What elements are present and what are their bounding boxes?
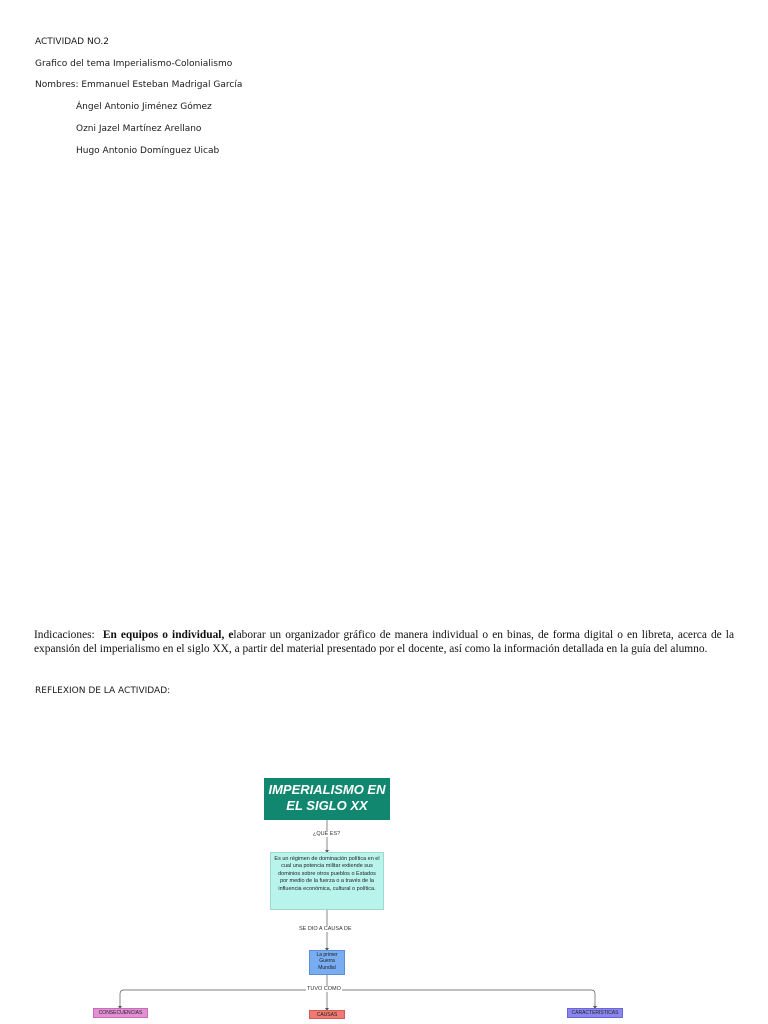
causes-tag: CAUSAS [309, 1010, 345, 1019]
definition-box: Es un régimen de dominación política en el cual una potencia militar extiende sus dominios sobre otros pueblos o Estados por medio de la fuerza o a través de la influencia económica, cultural o política. [270, 852, 384, 910]
war-box: La primer Guerra Mundial [309, 950, 345, 975]
indications-bold: En equipos o individual, e [102, 629, 234, 641]
indications-label: Indicaciones: [34, 629, 95, 641]
reflection-label: REFLEXION DE LA ACTIVIDAD: [35, 686, 171, 696]
concept-map [0, 770, 768, 1024]
activity-number: ACTIVIDAD NO.2 [35, 37, 110, 47]
topic-line: Grafico del tema Imperialismo-Colonialismo [35, 59, 233, 69]
consequences-tag: CONSECUENCIAS [93, 1008, 148, 1018]
student-name: Ángel Antonio Jiménez Gómez [76, 102, 212, 112]
student-name: Ozni Jazel Martínez Arellano [76, 124, 202, 134]
indications-text: laborar un organizador gráfico de manera individual o en binas, de forma digital o en libreta, acerca de la expansión del imperialismo en el siglo XX, a partir del material presentado por el docente, así como la información detallada en la guía del alumno. [34, 629, 734, 655]
indications-paragraph [34, 628, 734, 656]
question-label: ¿QUE ES? [313, 831, 341, 837]
had-label: TUVO COMO [307, 986, 341, 992]
diagram-title: IMPERIALISMO EN EL SIGLO XX [264, 778, 390, 820]
connector-branches [120, 990, 595, 1008]
cause-label: SE DIO A CAUSA DE [299, 926, 352, 932]
names-line: Nombres: Emmanuel Esteban Madrigal García [35, 80, 243, 90]
characteristics-tag: CARACTERISTICAS [567, 1008, 623, 1018]
student-name: Hugo Antonio Domínguez Uicab [76, 146, 220, 156]
